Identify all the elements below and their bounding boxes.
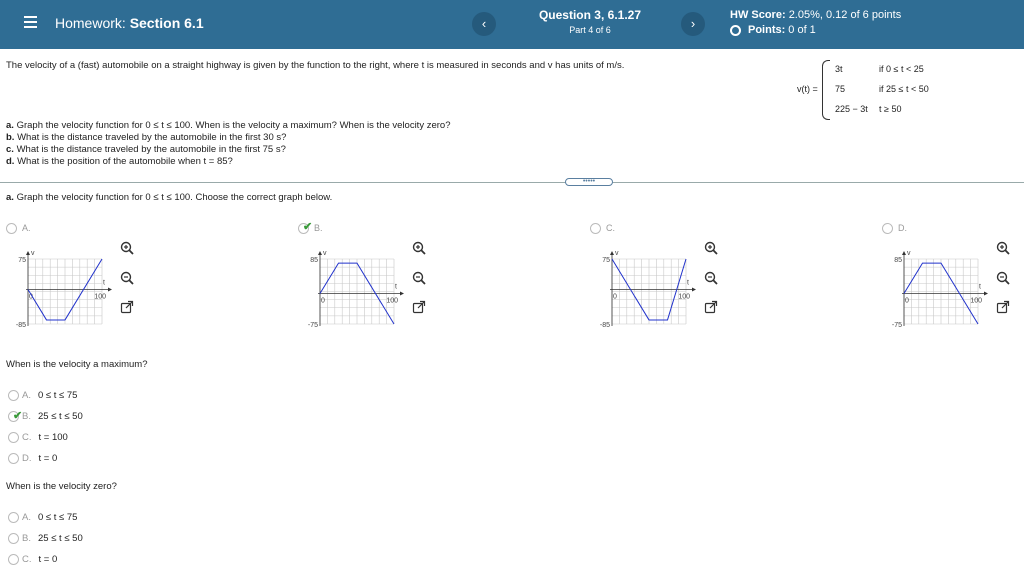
piece-expr: 3t	[835, 64, 843, 74]
option-value: 25 ≤ t ≤ 50	[37, 533, 83, 545]
brace	[822, 60, 830, 120]
y-axis-arrow	[318, 251, 322, 255]
velocity-graph	[590, 237, 700, 337]
graph-option-head[interactable]	[590, 223, 615, 234]
max-choice[interactable]	[8, 432, 68, 443]
y-axis-arrow	[610, 251, 614, 255]
popout-icon[interactable]	[995, 299, 1011, 315]
velocity-graph	[6, 237, 116, 337]
radio-button[interactable]	[8, 390, 19, 401]
piece-cond: if 25 ≤ t < 50	[879, 84, 929, 94]
max-choice[interactable]	[8, 453, 57, 464]
score-block	[730, 9, 901, 36]
option-value: t = 0	[38, 554, 58, 566]
radio-button[interactable]	[8, 554, 19, 565]
option-value: 25 ≤ t ≤ 50	[37, 411, 83, 423]
tick-label-ytop: 75	[602, 257, 610, 264]
piece-cond: if 0 ≤ t < 25	[879, 64, 924, 74]
y-axis-arrow	[26, 251, 30, 255]
part-item	[6, 144, 450, 156]
y-axis-arrow	[902, 251, 906, 255]
option-letter: D.	[22, 453, 32, 465]
axis-label-t: t	[395, 283, 397, 291]
option-value: t = 0	[38, 453, 58, 465]
tick-label-x: 100	[970, 297, 982, 305]
part-letter: d.	[6, 156, 15, 167]
max-question-prompt: When is the velocity a maximum?	[6, 359, 148, 370]
points-label: Points:	[748, 24, 786, 36]
check-icon: ✔	[303, 221, 313, 233]
axis-label-t: t	[687, 279, 689, 287]
graph-option-head[interactable]	[298, 223, 323, 234]
radio-button[interactable]	[8, 453, 19, 464]
part-item	[6, 120, 450, 132]
part-letter: c.	[6, 144, 14, 155]
tick-label-ytop: 85	[894, 257, 902, 264]
hw-score-label: HW Score:	[730, 9, 786, 21]
tick-label-x: 100	[678, 293, 690, 301]
option-letter: B.	[22, 533, 31, 545]
check-icon: ✔	[13, 410, 23, 422]
max-choice[interactable]	[8, 390, 77, 401]
part-letter: b.	[6, 132, 15, 143]
option-letter: A.	[22, 223, 31, 233]
axis-label-v: v	[615, 250, 619, 257]
tick-label-ybottom: -85	[599, 322, 610, 329]
tick-label-origin: 0	[29, 293, 33, 301]
piece-expr: 75	[835, 84, 846, 94]
zero-choice[interactable]	[8, 554, 57, 565]
x-axis-arrow	[692, 287, 696, 291]
axis-label-v: v	[31, 250, 35, 257]
part-text: What is the position of the automobile when t = 85?	[17, 156, 233, 167]
question-info	[505, 8, 675, 35]
previous-question-button[interactable]: ‹	[472, 12, 496, 36]
radio-button[interactable]	[882, 223, 893, 234]
piece-expr: 225 − 3t	[835, 104, 868, 114]
option-letter: C.	[22, 554, 32, 566]
zoom-out-icon[interactable]	[703, 270, 719, 286]
zero-choice[interactable]	[8, 512, 77, 523]
tick-label-ytop: 75	[18, 257, 26, 264]
zoom-in-icon[interactable]	[411, 240, 427, 256]
section-divider	[0, 182, 1024, 183]
assignment-title	[55, 15, 204, 31]
tick-label-origin: 0	[905, 297, 909, 305]
points-value: 0 of 1	[788, 24, 816, 36]
popout-icon[interactable]	[703, 299, 719, 315]
question-part: Part 4 of 6	[569, 25, 611, 35]
option-letter: A.	[22, 390, 31, 402]
piece-cond: t ≥ 50	[879, 104, 902, 114]
graph-option[interactable]	[298, 223, 548, 333]
tick-label-origin: 0	[613, 293, 617, 301]
x-axis-arrow	[984, 292, 988, 296]
velocity-graph	[882, 237, 992, 337]
option-value: 0 ≤ t ≤ 75	[37, 390, 78, 402]
tick-label-ybottom: -75	[891, 322, 902, 329]
problem-parts	[6, 120, 450, 168]
graph-option-head[interactable]	[882, 223, 907, 234]
points-circle-icon	[730, 25, 741, 36]
hw-score-value: 2.05%, 0.12 of 6 points	[788, 9, 902, 21]
radio-button[interactable]	[8, 512, 19, 523]
next-question-button[interactable]: ›	[681, 12, 705, 36]
graph-option[interactable]	[6, 223, 256, 333]
graph-option[interactable]	[882, 223, 1024, 333]
option-value: 0 ≤ t ≤ 75	[37, 512, 78, 524]
instruction	[6, 192, 332, 203]
axis-label-v: v	[907, 250, 911, 257]
graph-option[interactable]	[590, 223, 840, 333]
menu-icon[interactable]	[24, 16, 37, 28]
option-letter: C.	[606, 223, 615, 233]
tick-label-ytop: 85	[310, 257, 318, 264]
tick-label-origin: 0	[321, 297, 325, 305]
max-choice[interactable]	[8, 411, 83, 422]
zoom-in-icon[interactable]	[703, 240, 719, 256]
zero-choice[interactable]	[8, 533, 83, 544]
tick-label-ybottom: -75	[307, 322, 318, 329]
x-axis-arrow	[108, 287, 112, 291]
radio-button[interactable]	[8, 432, 19, 443]
popout-icon[interactable]	[411, 299, 427, 315]
instruction-letter: a.	[6, 192, 14, 203]
function-lhs: v(t) =	[797, 84, 818, 94]
part-text: Graph the velocity function for 0 ≤ t ≤ 100. When is the velocity a maximum? When is the velocity zero?	[16, 120, 451, 131]
zero-question-prompt: When is the velocity zero?	[6, 481, 117, 492]
axis-label-v: v	[323, 250, 327, 257]
zoom-out-icon[interactable]	[411, 270, 427, 286]
part-item	[6, 156, 450, 168]
tick-label-ybottom: -85	[15, 322, 26, 329]
zoom-in-icon[interactable]	[995, 240, 1011, 256]
instruction-text: Graph the velocity function for 0 ≤ t ≤ 100. Choose the correct graph below.	[16, 192, 333, 203]
problem-statement: The velocity of a (fast) automobile on a straight highway is given by the function to the right, where t is measured in seconds and v has units of m/s.	[6, 60, 625, 71]
zoom-out-icon[interactable]	[119, 270, 135, 286]
option-letter: A.	[22, 512, 31, 524]
question-title: Question 3, 6.1.27	[538, 8, 642, 22]
points	[730, 24, 901, 36]
graph-option-head[interactable]	[6, 223, 31, 234]
divider-handle[interactable]: •••••	[565, 178, 613, 186]
radio-button[interactable]	[8, 533, 19, 544]
velocity-graph	[298, 237, 408, 337]
option-letter: B.	[314, 223, 323, 233]
header-bar	[0, 0, 1024, 49]
option-letter: C.	[22, 432, 32, 444]
radio-button[interactable]	[590, 223, 601, 234]
hw-score	[730, 9, 901, 21]
zoom-in-icon[interactable]	[119, 240, 135, 256]
option-value: t = 100	[38, 432, 68, 444]
part-text: What is the distance traveled by the automobile in the first 30 s?	[17, 132, 287, 143]
assignment-prefix: Homework:	[55, 15, 126, 31]
x-axis-arrow	[400, 292, 404, 296]
part-text: What is the distance traveled by the automobile in the first 75 s?	[16, 144, 286, 155]
part-item	[6, 132, 450, 144]
tick-label-x: 100	[94, 293, 106, 301]
axis-label-t: t	[979, 283, 981, 291]
zoom-out-icon[interactable]	[995, 270, 1011, 286]
popout-icon[interactable]	[119, 299, 135, 315]
option-letter: D.	[898, 223, 907, 233]
option-letter: B.	[22, 411, 31, 423]
assignment-name: Section 6.1	[129, 15, 204, 31]
axis-label-t: t	[103, 279, 105, 287]
part-letter: a.	[6, 120, 14, 131]
tick-label-x: 100	[386, 297, 398, 305]
radio-button[interactable]	[6, 223, 17, 234]
